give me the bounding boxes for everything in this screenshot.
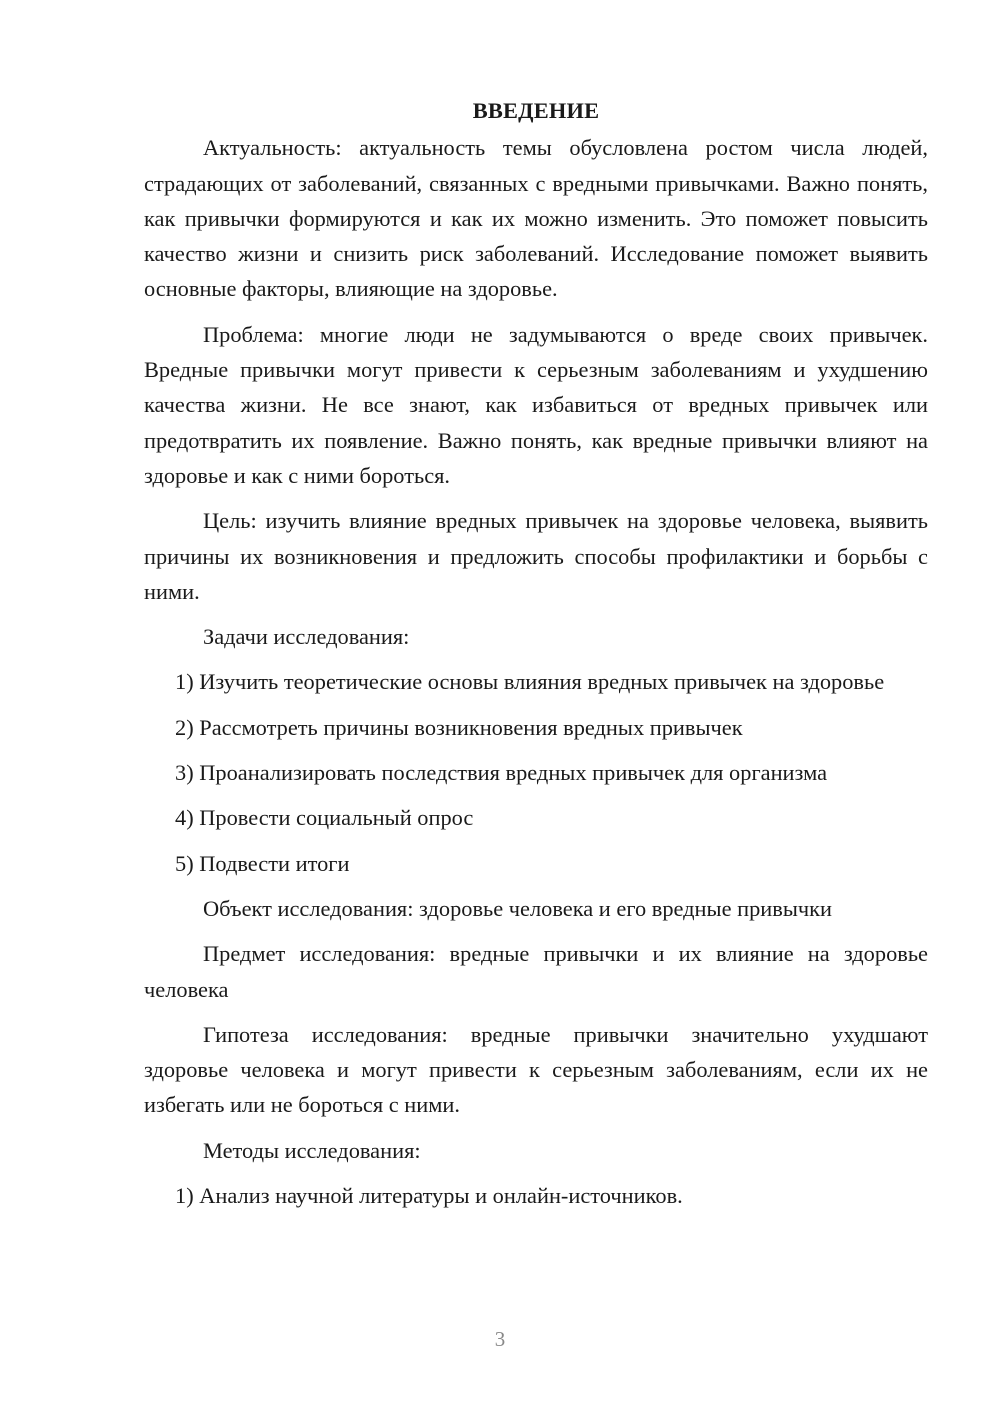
methods-heading: Методы исследования:	[203, 1137, 421, 1163]
method-item-1: 1) Анализ научной литературы и онлайн-источников.	[175, 1183, 683, 1209]
paragraph-problem: Проблема: многие люди не задумываются о вреде своих привычек. Вредные привычки могут привести к серьезным заболеваниям и ухудшению качества жизни. Не все знают, как избавиться от вредных привычек или предотвратить их появление. Важно понять, как вредные привычки влияют на здоровье и как с ними бороться.	[144, 321, 928, 488]
tasks-heading: Задачи исследования:	[203, 624, 410, 650]
page-title: ВВЕДЕНИЕ	[472, 98, 600, 123]
paragraph-relevance: Актуальность: актуальность темы обусловлена ростом числа людей, страдающих от заболеваний, связанных с вредными привычками. Важно понять, как привычки формируются и как их можно изменить. Это поможет повысить качество жизни и снизить риск заболеваний. Исследование поможет выявить основные факторы, влияющие на здоровье.	[144, 135, 928, 302]
paragraph-subject: Предмет исследования: вредные привычки и их влияние на здоровье человека	[144, 941, 928, 1002]
page-number: 3	[494, 1327, 506, 1351]
paragraph-object: Объект исследования: здоровье человека и его вредные привычки	[203, 895, 833, 921]
paragraph-goal: Цель: изучить влияние вредных привычек на здоровье человека, выявить причины их возникновения и предложить способы профилактики и борьбы с ними.	[144, 508, 928, 604]
task-item-2: 2) Рассмотреть причины возникновения вредных привычек	[175, 714, 743, 740]
task-item-1: 1) Изучить теоретические основы влияния вредных привычек на здоровье	[175, 669, 885, 695]
paragraph-hypothesis: Гипотеза исследования: вредные привычки значительно ухудшают здоровье человека и могут привести к серьезным заболеваниям, если их не избегать или не бороться с ними.	[144, 1021, 928, 1118]
task-item-3: 3) Проанализировать последствия вредных привычек для организма	[175, 760, 828, 786]
task-item-5: 5) Подвести итоги	[175, 850, 350, 876]
task-item-4: 4) Провести социальный опрос	[175, 805, 474, 831]
page-content	[144, 93, 928, 1223]
